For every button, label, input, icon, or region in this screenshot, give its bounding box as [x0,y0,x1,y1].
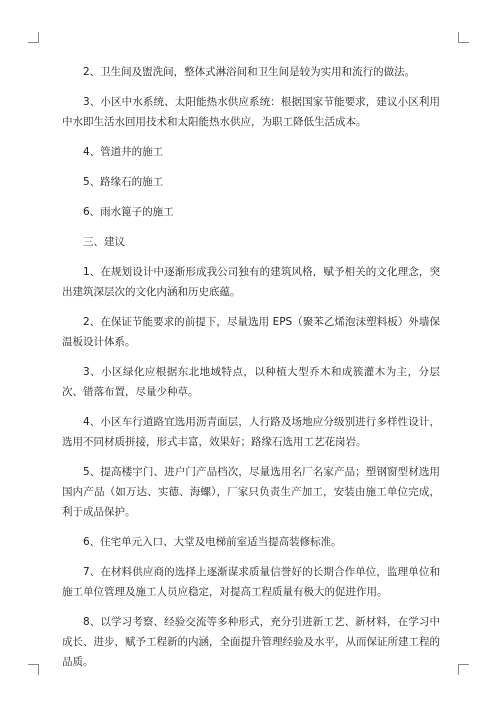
crop-mark-top-left [28,32,39,43]
crop-mark-bottom-left [28,664,39,675]
paragraph: 6、雨水篦子的施工 [83,206,174,218]
paragraph: 4、管道井的施工 [83,146,164,158]
paragraph: 8、以学习考察、经验交流等多种形式，充分引进新工艺、新材料，在学习中成长、进步，赋予工程新的内涵，全面提升管理经验及水平，从而保证所建工程的品质。 [62,616,440,668]
section-heading: 三、建议 [83,236,125,248]
paragraph: 4、小区车行道路宜选用沥青面层，人行路及场地应分级别进行多样性设计，选用不同材质拼接，形式丰富，效果好；路缘石选用工艺花岗岩。 [62,416,440,448]
document-page [62,62,440,672]
paragraph: 7、在材料供应商的选择上逐渐谋求质量信誉好的长期合作单位，监理单位和施工单位管理及施工人员应稳定，对提高工程质量有极大的促进作用。 [62,566,440,598]
paragraph: 5、提高楼宇门、进户门产品档次，尽量选用名厂名家产品；塑钢窗型材选用国内产品（如万达、实德、海螺），厂家只负责生产加工，安装由施工单位完成，利于成品保护。 [62,466,440,518]
paragraph: 2、在保证节能要求的前提下，尽量选用 EPS（聚苯乙烯泡沫塑料板）外墙保温板设计体系。 [62,316,440,348]
crop-mark-top-right [458,32,469,43]
paragraph: 6、住宅单元入口、大堂及电梯前室适当提高装修标准。 [83,536,342,548]
crop-mark-bottom-right [458,664,469,675]
paragraph: 2、卫生间及盥洗间，整体式淋浴间和卫生间是较为实用和流行的做法。 [83,66,416,78]
paragraph: 3、小区绿化应根据东北地域特点，以种植大型乔木和成簇灌木为主，分层次、错落布置，尽量少种草。 [62,366,440,398]
paragraph: 1、在规划设计中逐渐形成我公司独有的建筑风格，赋予相关的文化理念，突出建筑深层次的文化内涵和历史底蕴。 [62,266,440,298]
paragraph: 5、路缘石的施工 [83,176,164,188]
paragraph: 3、小区中水系统、太阳能热水供应系统：根据国家节能要求，建议小区利用中水即生活水回用技术和太阳能热水供应，为职工降低生活成本。 [62,96,440,128]
